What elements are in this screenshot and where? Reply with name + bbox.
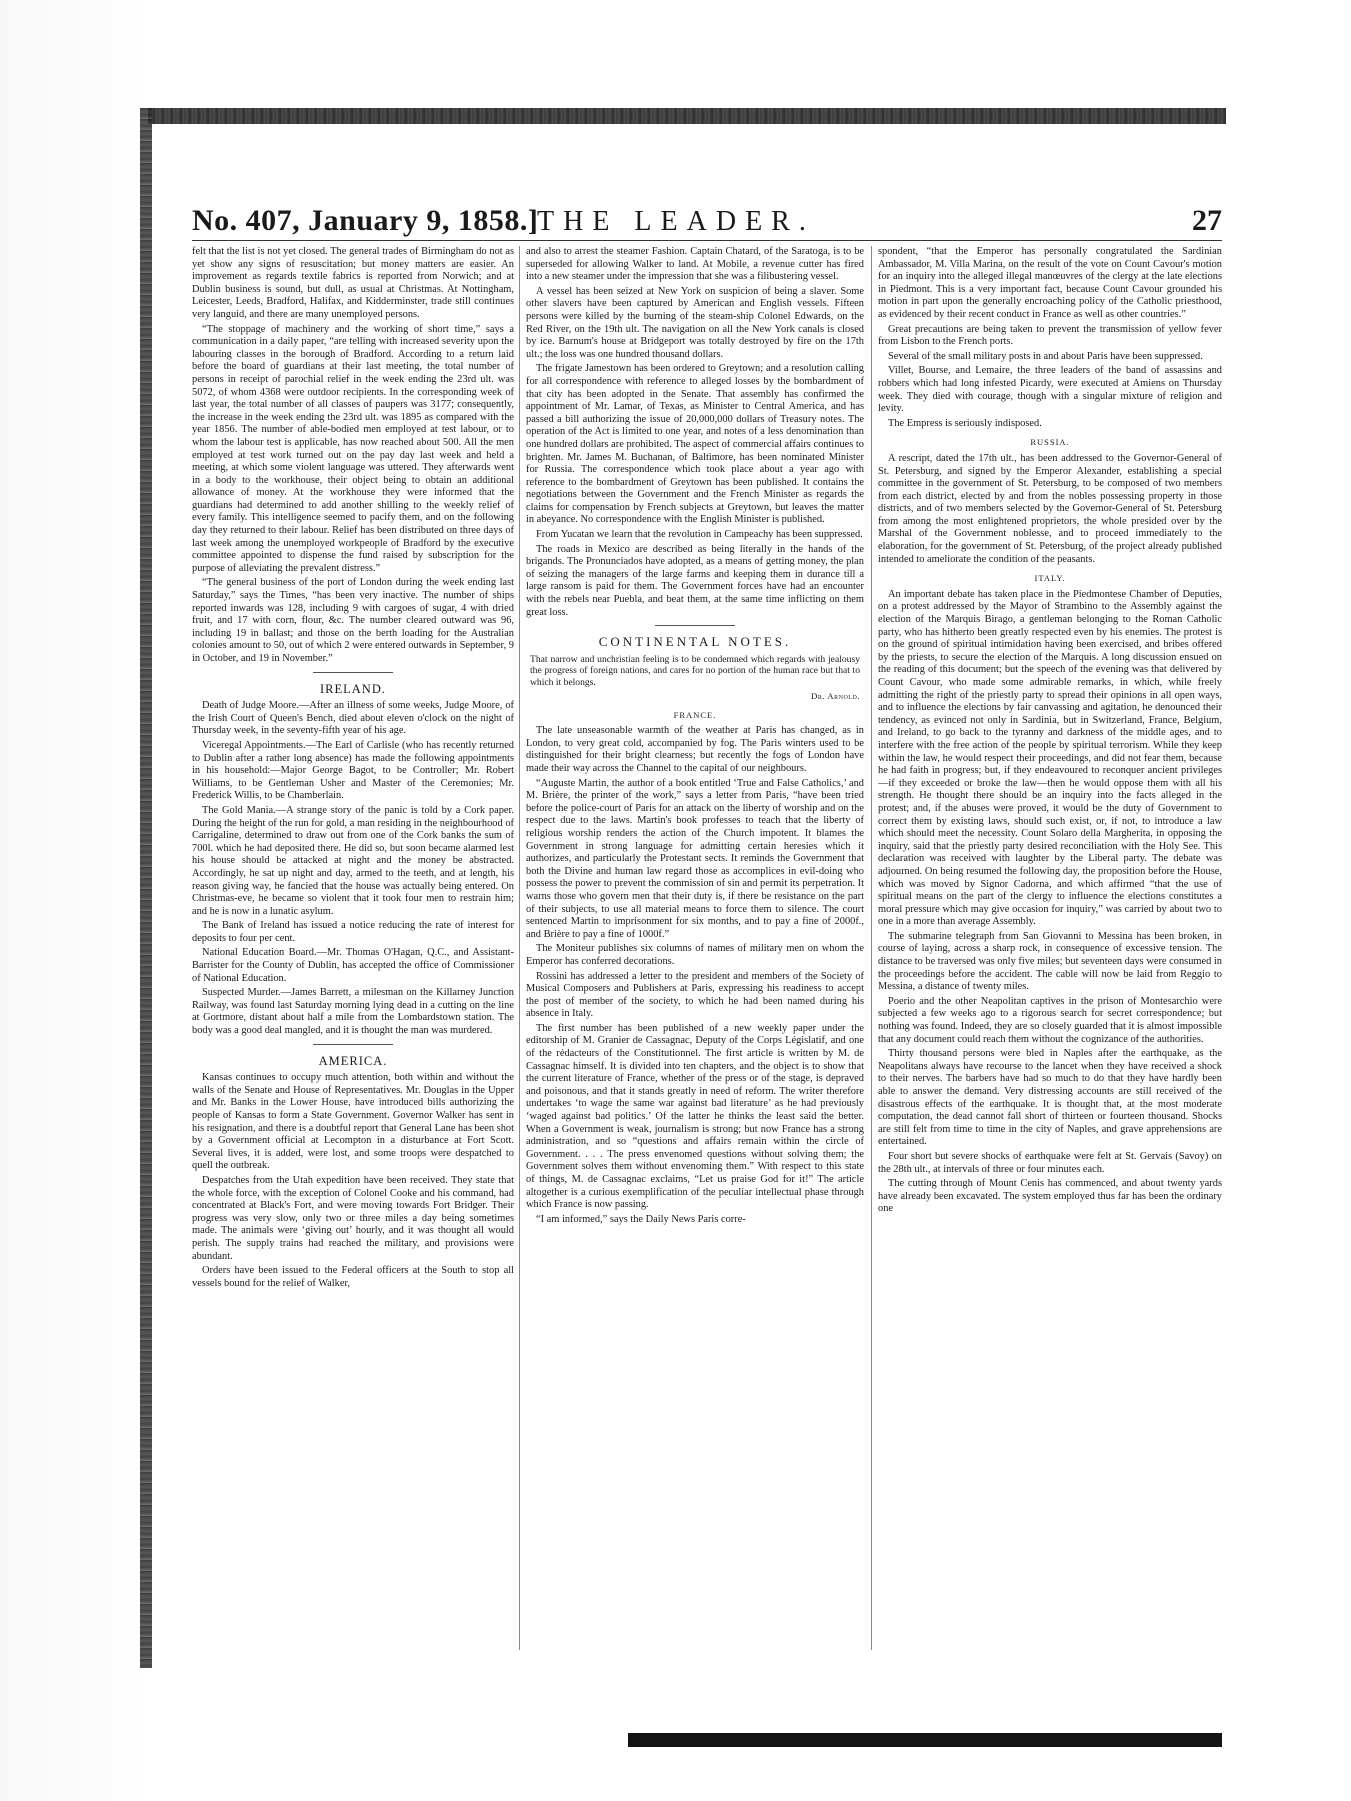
paragraph: Villet, Bourse, and Lemaire, the three leaders of the band of assassins and robbers which had long infested Picardy, were executed at Amiens on Thursday week. They died with courage, though with a singular mixture of religion and levity. <box>878 365 1222 415</box>
paragraph: “I am informed,” says the Daily News Paris corre- <box>536 1213 746 1225</box>
paragraph: The first number has been published of a new weekly paper under the editorship of M. Granier de Cassagnac, Deputy of the Corps Législatif, and one of the rédacteurs of the Constitutionnel. The first article is written by M. de Cassagnac himself. It is divided into ten chapters, and the object is to show that the current literature of France, whether of the press or of the stage, is depraved and poisonous, and that it stands greatly in need of reform. The writer therefore undertakes ‘to wage the same war against bad literature’ as he had previously ‘waged against bad politics.’ Of the latter he thinks the least said the better. When a Government is weak, journalism is strong; but now France has a strong administration, and so “questions and affairs remain within the circle of Government. . . . The press envenomed questions without solving them; the Government solves them without envenoming them.” With respect to this state of things, M. de Cassagnac exclaims, “Let us praise God for it!” The article altogether is a curious exemplification of the peculiar intellectual phase through which France is now passing. <box>526 1022 864 1211</box>
paragraph: Suspected Murder.—James Barrett, a milesman on the Killarney Junction Railway, was found last Saturday morning lying dead in a cutting on the line at Gortmore, distant about half a mile from the Lombardstown station. The body was a good deal mangled, and it is thought the man was murdered. <box>192 987 514 1037</box>
column-one <box>192 246 514 1650</box>
paragraph: The cutting through of Mount Cenis has commenced, and about twenty yards have already been excavated. The system employed thus far has been the ordinary one <box>878 1178 1222 1215</box>
paragraph: Orders have been issued to the Federal officers at the South to stop all vessels bound for the relief of Walker, <box>192 1265 514 1289</box>
paragraph: Four short but severe shocks of earthquake were felt at St. Gervais (Savoy) on the 28th ult., at intervals of three or four minutes each. <box>878 1150 1222 1175</box>
section-heading-america: AMERICA. <box>318 1053 388 1068</box>
section-rule <box>313 1044 393 1045</box>
paragraph: “Auguste Martin, the author of a book entitled ‘True and False Catholics,’ and M. Brière, the printer of the work,” says a letter from Paris, “have been tried before the police-court of Paris for an attack on the liberty of worship and on the respect due to the laws. Martin's book professes to teach that the liberty of religious worship renders the action of the Church impotent. It blames the Government in strong language for admitting certain heresies which it authorizes, and particularly the Protestant sects. It reminds the Government that both the Divine and human law regard those as accomplices in evil-doing who possess the power to prevent the commission of sin and permit its perpetration. It warns those who govern men that their duty is, if there be resistance on the part of their subjects, to use all material means to force them to silence. The court sentenced Martin to imprisonment for six months, and to pay a fine of 2000f., and Brière to pay a fine of 1000f.” <box>526 777 864 940</box>
paragraph: Death of Judge Moore.—After an illness of some weeks, Judge Moore, of the Irish Court of Queen's Bench, died about eleven o'clock on the night of Thursday week, in the seventy-fifth year of his age. <box>192 700 514 737</box>
section-heading-ireland: IRELAND. <box>320 681 386 696</box>
paragraph: The frigate Jamestown has been ordered to Greytown; and a resolution calling for all correspondence with reference to alleged losses by the bombardment of that city has been adopted in the Senate. That assembly has confirmed the appointment of Mr. Lamar, of Texas, as Minister to Central America, and has passed a bill authorizing the issue of 20,000,000 dollars of Treasury notes. The operation of the Act is limited to one year, and notes of a less denomination than one hundred dollars are prohibited. The aspect of commercial affairs continues to brighten. Mr. James M. Buchanan, of Baltimore, has been nominated Minister for Russia. The correspondence which took place about a year ago with reference to the bombardment of Greytown has been published. It contains the negotiations between the Government and the French Minister as regards the claims for compensation by French subjects at Greytown, but leaves the matter in abeyance. No correspondence with the English Minister is published. <box>526 363 864 526</box>
paragraph: Viceregal Appointments.—The Earl of Carlisle (who has recently returned to Dublin after a rather long absence) has made the following appointments in his household:—Major George Bagot, to be Controller; Mr. Robert Williams, to be Gentleman Usher and Master of the Ceremonies; Mr. Frederick Willis, to be Chamberlain. <box>192 739 514 802</box>
subsection-heading-france: FRANCE. <box>673 709 717 720</box>
bottom-scan-bar <box>628 1733 1222 1747</box>
paragraph: The Empress is seriously indisposed. <box>888 417 1042 429</box>
newspaper-title: THE LEADER. <box>537 206 815 237</box>
column-three <box>878 246 1222 1650</box>
paragraph: “The stoppage of machinery and the working of short time,” says a communication in a daily paper, “are telling with increased severity upon the labouring classes in the borough of Bradford. According to a return laid before the board of guardians at their last meeting, the total number of persons in receipt of parochial relief in the week ending the 23rd ult. was 5072, of whom 4368 were outdoor recipients. In the corresponding week of last year, the total number of all classes of paupers was 3177; consequently, the increase in the week ending the 23rd ult. was 1895 as compared with the year 1856. The number of able-bodied men employed at test labour, or to whom the labour test is applicable, has now reached about 500. All the men employed at test work turned out on the pay day last week and held a meeting, at which some violent language was uttered. They afterwards went in a body to the workhouse, their object being to obtain an additional allowance of money. At the workhouse they were informed that the guardians had determined to add another shilling to the weekly relief of every family. This intelligence seemed to pacify them, and on the following day they returned to their labour. Relief has been distributed on three days of last week among the unemployed workpeople of Bradford by the executive committee appointed to dispense the fund raised by subscription for the purpose of alleviating the prevalent distress.” <box>192 323 514 574</box>
paragraph: Poerio and the other Neapolitan captives in the prison of Montesarchio were subjected a few weeks ago to a rigorous search for secret correspondence; but nothing was found. Indeed, they are so closely guarded that it is almost impossible that any document could reach them without the cognizance of the authorities. <box>878 995 1222 1045</box>
masthead <box>192 204 1222 241</box>
column-divider <box>519 246 520 1650</box>
issue-date: No. 407, January 9, 1858.] <box>192 204 539 237</box>
paragraph: An important debate has taken place in the Piedmontese Chamber of Deputies, on a protest addressed by the Mayor of Strambino to the Assembly against the election of the Marquis Birago, a gentleman belonging to the Roman Catholic party, who has hitherto been greatly respected even by his enemies. The protest is on the ground of spiritual intimidation having been exercised, and bribes offered by the priests, to secure the election of the Marquis. A long discussion ensued on the reading of this document; but the speech of the evening was that delivered by Count Cavour, who made some admirable remarks, in which, while freely admitting the right of the priestly party to spread their opinions in all open ways, and to influence the elections by fair canvassing and agitation, he denounced their tendency, as evinced not only in Sardinia, but in Switzerland, France, Belgium, and Ireland, to go back to the tyranny and darkness of the middle ages, and to interfere with the free action of the people by spiritual terrorism. While they keep within the law, he would respect their proceedings, and did not fear them, because he had faith in progress; but, if they endeavoured to reconquer ancient privileges—if they exceeded or broke the law—then he would oppose them with all his strength. He thought there should be an inquiry into the facts alleged in the protest; and, if the abuses were proved, it would be the duty of Government to correct them by existing laws, should such exist, or, if not, to introduce a law which should meet the necessity. Count Solaro della Margherita, in opposing the inquiry, said that the priestly party desired reconciliation with the Holy See. This declaration was received with laughter by the Liberal party. The debate was adjourned. On being resumed the following day, the proposition before the House, which was moved by Signor Cadorna, and which affirmed “that the use of spiritual means on the part of the clergy to influence the elections constitutes a moral pressure which may give occasion for inquiry,” was carried by about two to one in a more than average Assembly. <box>878 588 1222 928</box>
section-heading-continental-notes: CONTINENTAL NOTES. <box>598 634 792 650</box>
paragraph: Despatches from the Utah expedition have been received. They state that the whole force, with the exception of Colonel Cooke and his command, had concentrated at Black's Fort, and were moving towards Fort Bridger. Their progress was very slow, only two or three miles a day being sometimes made. The animals were ‘giving out’ hourly, and it was thought all would perish. The supply trains had reached the military, and provisions were abundant. <box>192 1174 514 1262</box>
paragraph: A rescript, dated the 17th ult., has been addressed to the Governor-General of St. Petersburg, and signed by the Emperor Alexander, establishing a special committee in the government of St. Petersburg, to be composed of two members from each district, elected by and from the nobles possessing property in those districts, and of two members selected by the Governor-General of St. Petersburg from among the most enlightened proprietors, the whole presided over by the Marshal of the Government noblesse, and to proceed immediately to the elaboration, for the government of St. Petersburg, of the project already published intended to ameliorate the condition of the peasants. <box>878 452 1222 565</box>
section-rule <box>655 625 735 626</box>
page-number: 27 <box>1192 204 1222 237</box>
paragraph: National Education Board.—Mr. Thomas O'Hagan, Q.C., and Assistant-Barrister for the County of Dublin, has accepted the office of Commissioner of National Education. <box>192 947 514 984</box>
paragraph: A vessel has been seized at New York on suspicion of being a slaver. Some other slavers have been captured by American and English vessels. Fifteen persons were killed by the burning of the steam-ship Colonel Edwards, on the Red River, on the 19th ult. The navigation on all the New York canals is closed by ice. Barnum's house at Bridgeport was totally destroyed by fire on the 17th ult.; the loss was one hundred thousand dollars. <box>526 285 864 360</box>
paragraph: The Gold Mania.—A strange story of the panic is told by a Cork paper. During the height of the run for gold, a man residing in the neighbourhood of Carrigaline, determined to draw out from one of the Cork banks the sum of 700l. which he had deposited there. He did so, but soon became alarmed lest his house should be attacked at night and the money be abstracted. Accordingly, he sat up night and day, armed to the teeth, and at length, his reason giving way, he fancied that the house was actually being entered. On Christmas-eve, he became so violent that it took four men to restrain him; and he is now in a lunatic asylum. <box>192 804 514 917</box>
page-edge-shadow <box>0 0 150 1801</box>
paragraph: Several of the small military posts in and about Paris have been suppressed. <box>888 350 1203 362</box>
subsection-heading-russia: RUSSIA. <box>1030 437 1070 448</box>
paragraph: felt that the list is not yet closed. The general trades of Birmingham do not as yet show any signs of resuscitation; but money matters are easier. An improvement as regards textile fabrics is reported from Norwich; and at Dublin business is sound, but dull, as usual at Christmas. At Nottingham, Leicester, Leeds, Bradford, Halifax, and Kidderminster, trade still continues very languid, and there are many unemployed persons. <box>192 246 514 320</box>
paragraph: Kansas continues to occupy much attention, both within and without the walls of the Senate and House of Representatives. Mr. Douglas in the Upper and Mr. Banks in the Lower House, have introduced bills authorizing the people of Kansas to form a State Government. Governor Walker has sent in his resignation, and there is a doubtful report that General Lane has been shot by a Government official at Lecompton in a disturbance at Fort Scott. Several lives, it is added, were lost, and some troops were despatched to quell the outbreak. <box>192 1072 514 1172</box>
section-rule <box>313 672 393 673</box>
paragraph: The late unseasonable warmth of the weather at Paris has changed, as in London, to very great cold, accompanied by fog. The Paris winters used to be distinguished for their bright clearness; but recently the fogs of London have made their way across the Channel to the capital of our neighbours. <box>526 725 864 774</box>
paragraph: and also to arrest the steamer Fashion. Captain Chatard, of the Saratoga, is to be superseded for allowing Walker to land. At Mobile, a revenue cutter has fired into a new steamer under the impression that she was a filibustering vessel. <box>526 246 864 283</box>
column-two <box>526 246 864 1650</box>
paragraph: The Moniteur publishes six columns of names of military men on whom the Emperor has conferred decorations. <box>526 943 864 967</box>
paragraph: Great precautions are being taken to prevent the transmission of yellow fever from Lisbon to the French ports. <box>878 323 1222 348</box>
subsection-heading-italy: ITALY. <box>1034 573 1066 584</box>
left-scan-border <box>140 108 152 1668</box>
paragraph: The submarine telegraph from San Giovanni to Messina has been broken, in course of laying, across a sharp rock, in consequence of excessive tension. The distance to be traversed was only five miles; but seventeen days were consumed in the proceedings before the accident. The cable will now be laid from Reggio to Messina, a distance of twenty miles. <box>878 930 1222 993</box>
epigraph-attribution: Dr. Arnold. <box>811 691 860 702</box>
paragraph: Thirty thousand persons were bled in Naples after the earthquake, as the Neapolitans always have recourse to the lancet when they have received a shock to their nerves. The barbers have had so much to do that they have hardly been able to answer the demand. Very distressing accounts are still received of the disastrous effects of the earthquake. It is thought that, at the most moderate computation, the dead cannot fall short of thirteen or fourteen thousand. Shocks are still felt from time to time in the city of Naples, and grave apprehensions are entertained. <box>878 1048 1222 1148</box>
paragraph: The Bank of Ireland has issued a notice reducing the rate of interest for deposits to four per cent. <box>192 920 514 944</box>
paragraph: Rossini has addressed a letter to the president and members of the Society of Musical Composers and Publishers at Paris, expressing his readiness to accept the post of member of the society, to which he had been named during his absence in Italy. <box>526 970 864 1020</box>
paragraph: From Yucatan we learn that the revolution in Campeachy has been suppressed. <box>536 529 863 541</box>
paragraph: The roads in Mexico are described as being literally in the hands of the brigands. The Pronunciados have adopted, as a means of getting money, the plan of seizing the managers of the large farms and keeping them in durance till a large ransom is paid for them. The Government forces have had an encounter with the rebels near Puebla, and beat them, at the same time inflicting on them great loss. <box>526 543 864 618</box>
epigraph: That narrow and unchristian feeling is to be condemned which regards with jealousy the progress of foreign nations, and cares for no portion of the human race but that to which it belongs. <box>530 653 860 688</box>
paragraph: spondent, “that the Emperor has personally congratulated the Sardinian Ambassador, M. Villa Marina, on the result of the vote on Count Cavour's motion for an inquiry into the alleged illegal manœuvres of the clergy at the late elections in Piedmont. This is a very important fact, because Count Cavour grounded his motion in part upon the generally encroaching policy of the Catholic priesthood, as evidenced by their recent conduct in France as well as other countries.” <box>878 246 1222 320</box>
paragraph: “The general business of the port of London during the week ending last Saturday,” says the Times, “has been very inactive. The number of ships reported inwards was 128, including 9 with cargoes of sugar, 4 with dried fruit, and 17 with corn, flour, &c. The number cleared outward was 96, including 19 in ballast; and those on the berth loading for the Australian colonies amount to 50, out of which 2 were entered outwards in September, 9 in October, and 19 in November.” <box>192 577 514 664</box>
top-scan-border <box>148 108 1226 124</box>
column-divider <box>871 246 872 1650</box>
